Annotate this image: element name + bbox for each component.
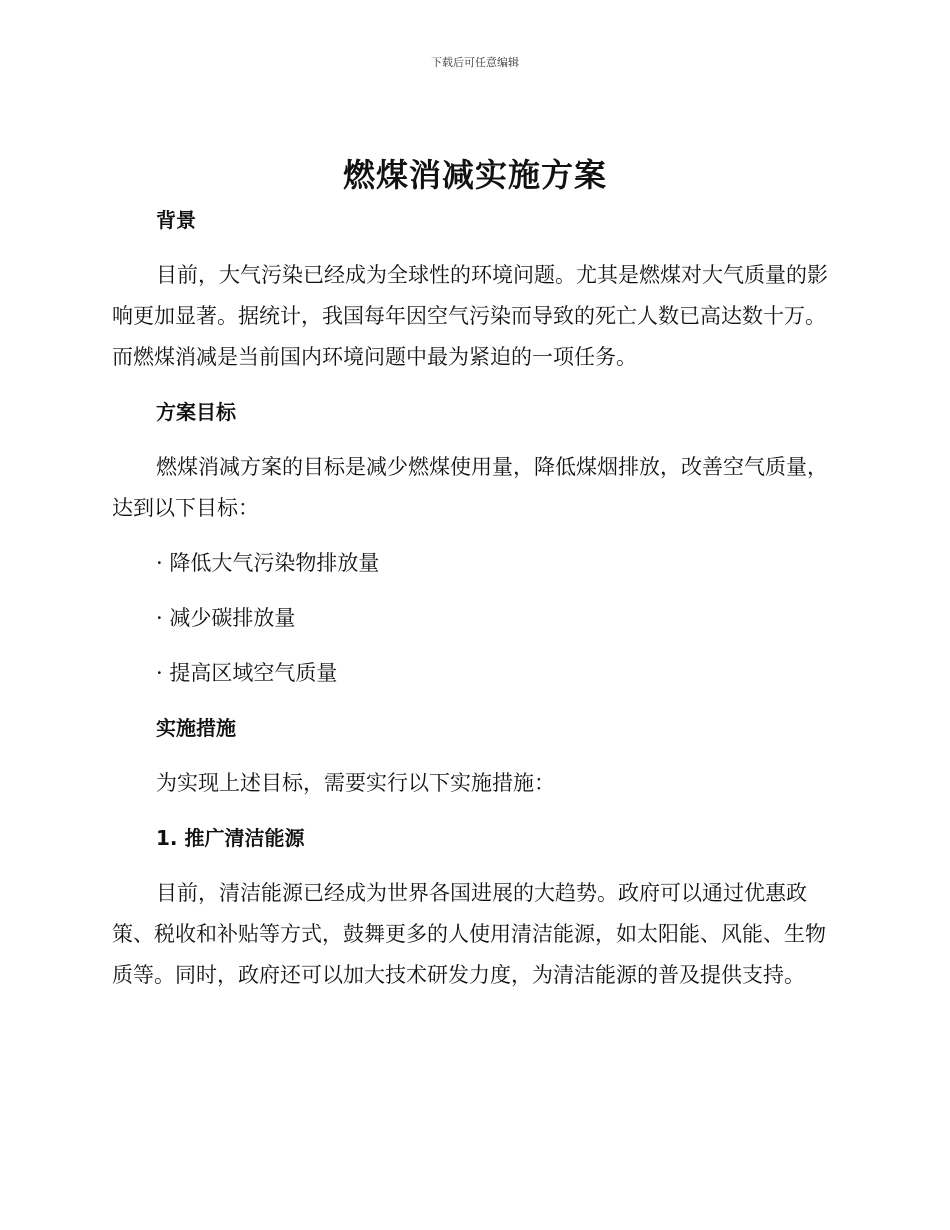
document-body xyxy=(112,204,838,996)
measures-intro: 为实现上述目标，需要实行以下实施措施： xyxy=(156,771,555,795)
page-header: 下载后可任意编辑 xyxy=(431,56,519,69)
goal-item: · 降低大气污染物排放量 xyxy=(156,551,380,575)
subsection-heading-clean-energy: 1. 推广清洁能源 xyxy=(156,826,305,850)
goal-item: · 减少碳排放量 xyxy=(156,606,296,630)
document-title: 燃煤消减实施方案 xyxy=(342,156,607,194)
goal-item: · 提高区域空气质量 xyxy=(156,661,338,685)
section-heading-background: 背景 xyxy=(156,208,196,232)
section-heading-goals: 方案目标 xyxy=(156,400,236,424)
goals-paragraph: 燃煤消减方案的目标是减少燃煤使用量，降低煤烟排放，改善空气质量，达到以下目标： xyxy=(112,455,828,520)
section-heading-measures: 实施措施 xyxy=(156,716,236,740)
background-paragraph: 目前，大气污染已经成为全球性的环境问题。尤其是燃煤对大气质量的影响更加显著。据统计，我国每年因空气污染而导致的死亡人数已高达数十万。而燃煤消减是当前国内环境问题中最为紧迫的一项任务。 xyxy=(112,263,828,369)
clean-energy-paragraph: 目前，清洁能源已经成为世界各国进展的大趋势。政府可以通过优惠政策、税收和补贴等方式，鼓舞更多的人使用清洁能源，如太阳能、风能、生物质等。同时，政府还可以加大技术研发力度，为清洁能源的普及提供支持。 xyxy=(112,881,826,987)
